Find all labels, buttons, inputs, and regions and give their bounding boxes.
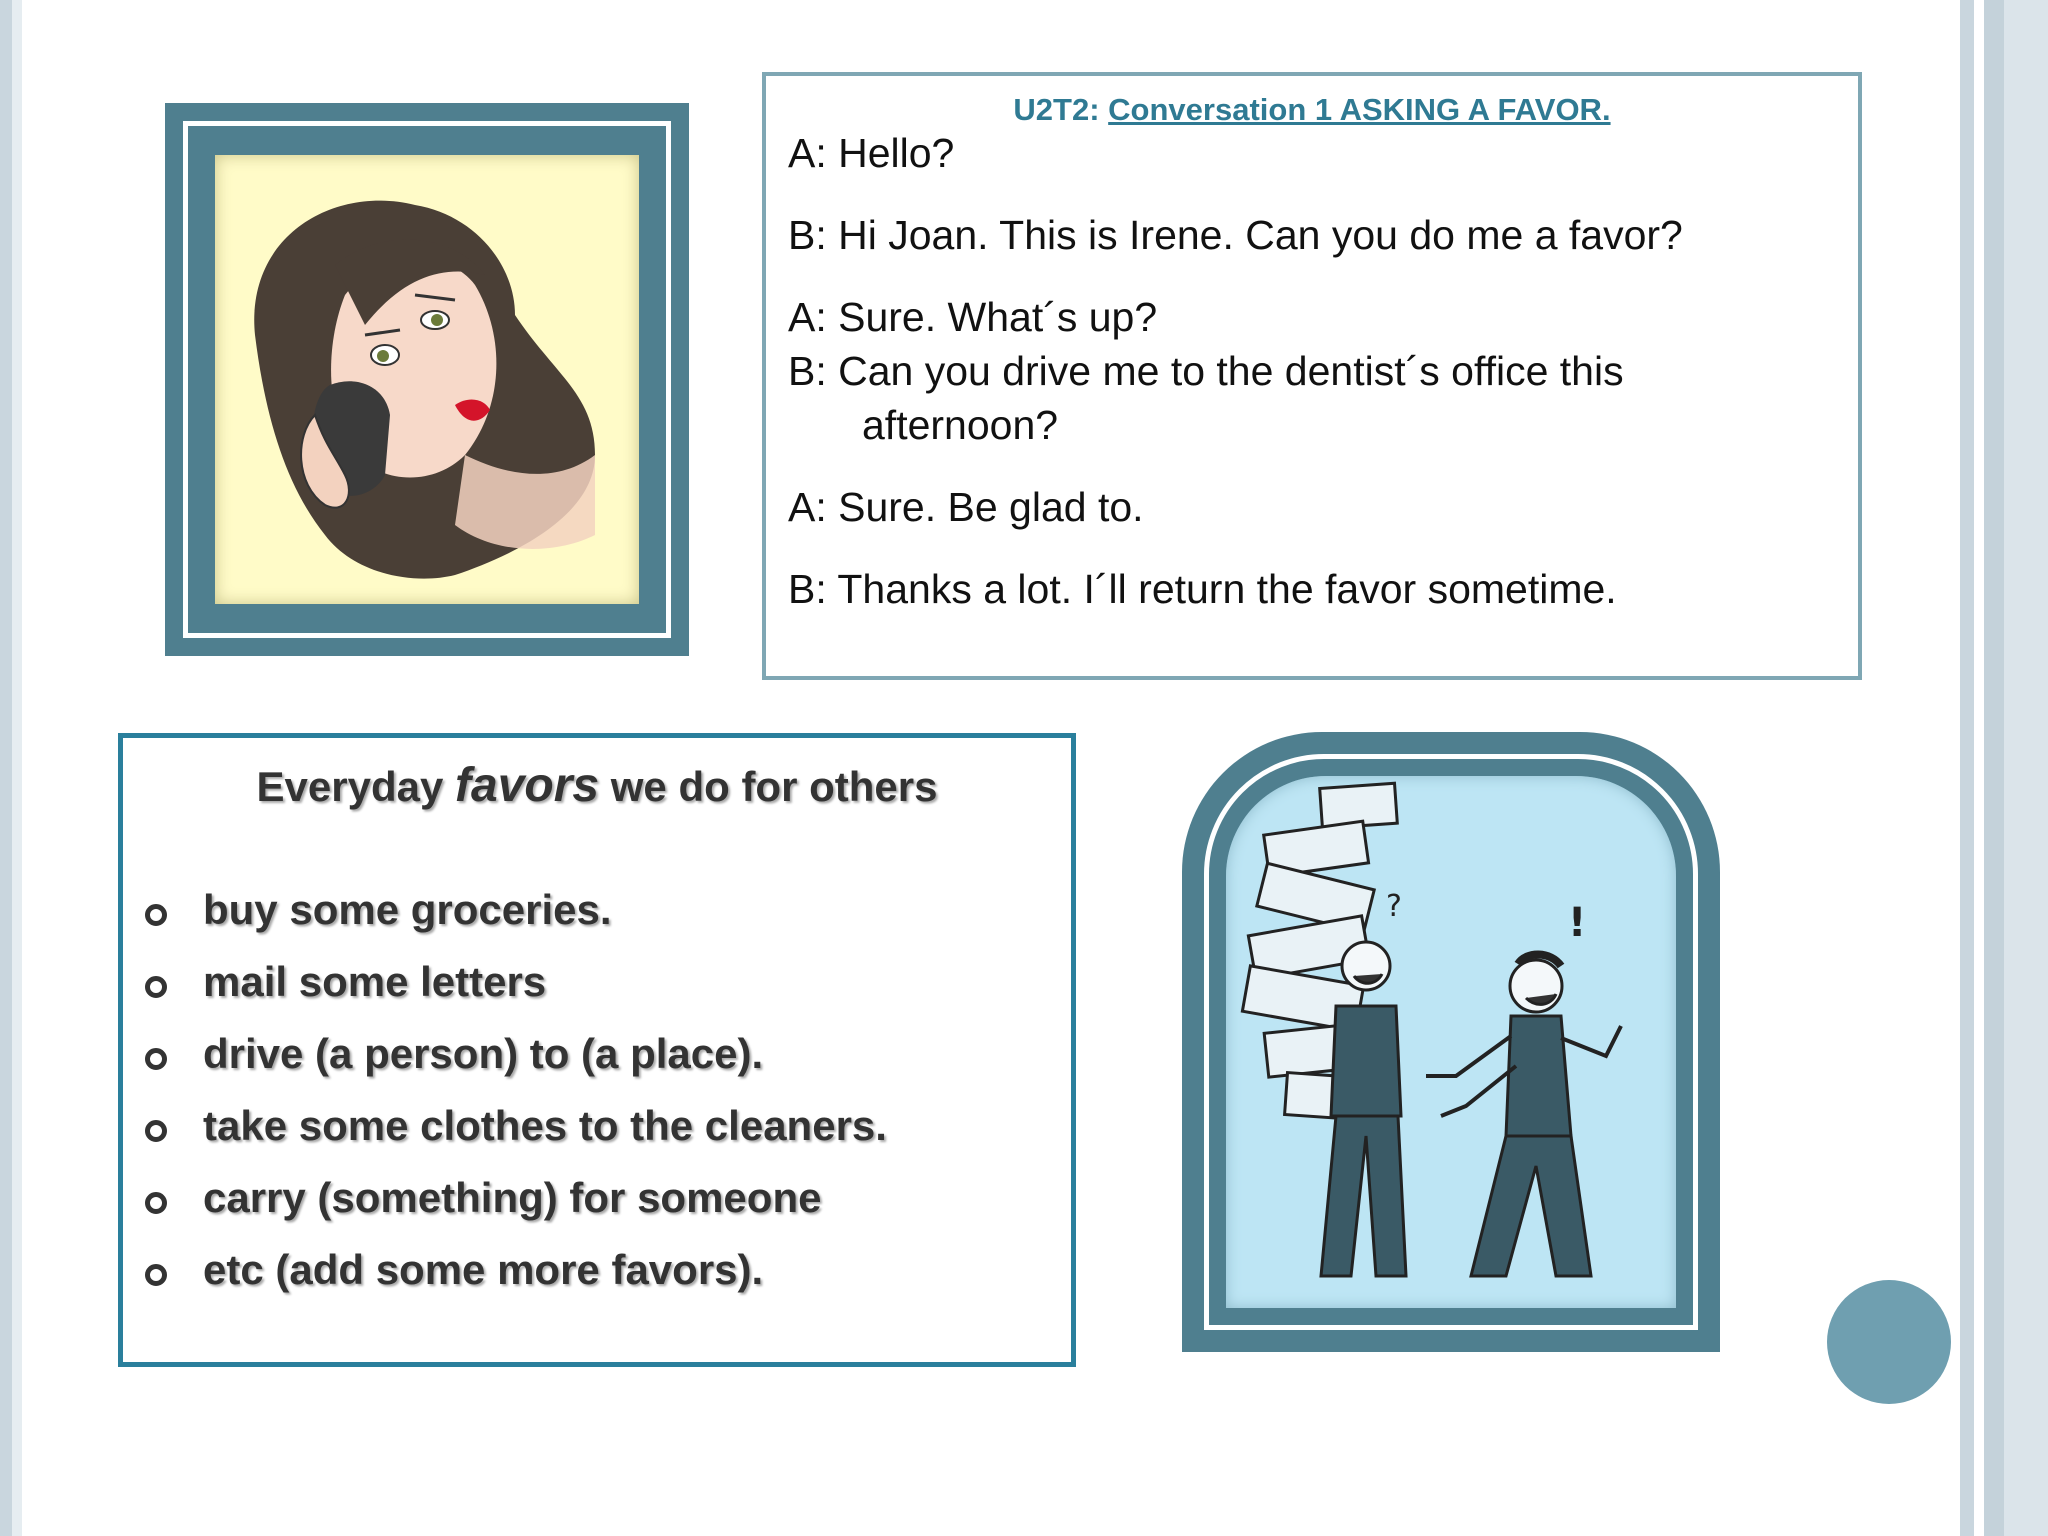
dialog-line-6: B: Thanks a lot. I´ll return the favor sometime.: [788, 566, 1617, 612]
bullet-icon: [145, 1048, 167, 1070]
bullet-icon: [145, 904, 167, 926]
dialog-line-4: B: Can you drive me to the dentist´s office this: [788, 348, 1624, 394]
favor-text: mail some letters: [203, 958, 547, 1005]
woman-picture-frame: [165, 103, 689, 656]
bullet-icon: [145, 1264, 167, 1286]
conversation-title-link[interactable]: Conversation 1 ASKING A FAVOR.: [1108, 92, 1611, 127]
men-with-boxes-image: [1226, 776, 1676, 1308]
right-border-gap: [1974, 0, 1984, 1536]
dialog-line-4-continued: afternoon?: [862, 402, 1059, 448]
man-carrying-boxes-illustration: [1226, 776, 1676, 1308]
bullet-icon: [145, 1192, 167, 1214]
conversation-box: [762, 72, 1862, 680]
right-border-stripe-outer: [1984, 0, 2004, 1536]
favors-box: [118, 733, 1076, 1367]
left-border-stripe-inner: [12, 0, 22, 1536]
exclamation-mark: !: [1568, 900, 1587, 946]
favors-title-end: we do for others: [599, 763, 938, 810]
favor-text: carry (something) for someone: [203, 1174, 822, 1221]
woman-on-phone-image: [215, 155, 639, 604]
bullet-icon: [145, 1120, 167, 1142]
left-border-stripe: [0, 0, 12, 1536]
right-border-stripe-edge: [2004, 0, 2048, 1536]
right-border-stripe: [1960, 0, 1974, 1536]
favor-text: etc (add some more favors).: [203, 1246, 764, 1293]
favors-title-emphasis: favors: [455, 759, 600, 812]
dialog-line-5: A: Sure. Be glad to.: [788, 484, 1144, 530]
men-picture-frame: [1182, 732, 1720, 1352]
question-mark: ?: [1386, 889, 1402, 924]
conversation-header: [766, 92, 1858, 128]
favor-text: drive (a person) to (a place).: [203, 1030, 764, 1077]
decorative-circle: [1827, 1280, 1951, 1404]
dialog-line-2: B: Hi Joan. This is Irene. Can you do me a favor?: [788, 212, 1683, 258]
bullet-icon: [145, 976, 167, 998]
header-prefix: U2T2:: [1013, 92, 1109, 127]
favor-text: take some clothes to the cleaners.: [203, 1102, 887, 1149]
favors-title: [123, 758, 1071, 813]
favor-text: buy some groceries.: [203, 886, 612, 933]
woman-on-phone-illustration: [215, 155, 639, 604]
dialog-line-3: A: Sure. What´s up?: [788, 294, 1158, 340]
dialog-line-1: A: Hello?: [788, 130, 955, 176]
favors-title-start: Everyday: [256, 763, 456, 810]
